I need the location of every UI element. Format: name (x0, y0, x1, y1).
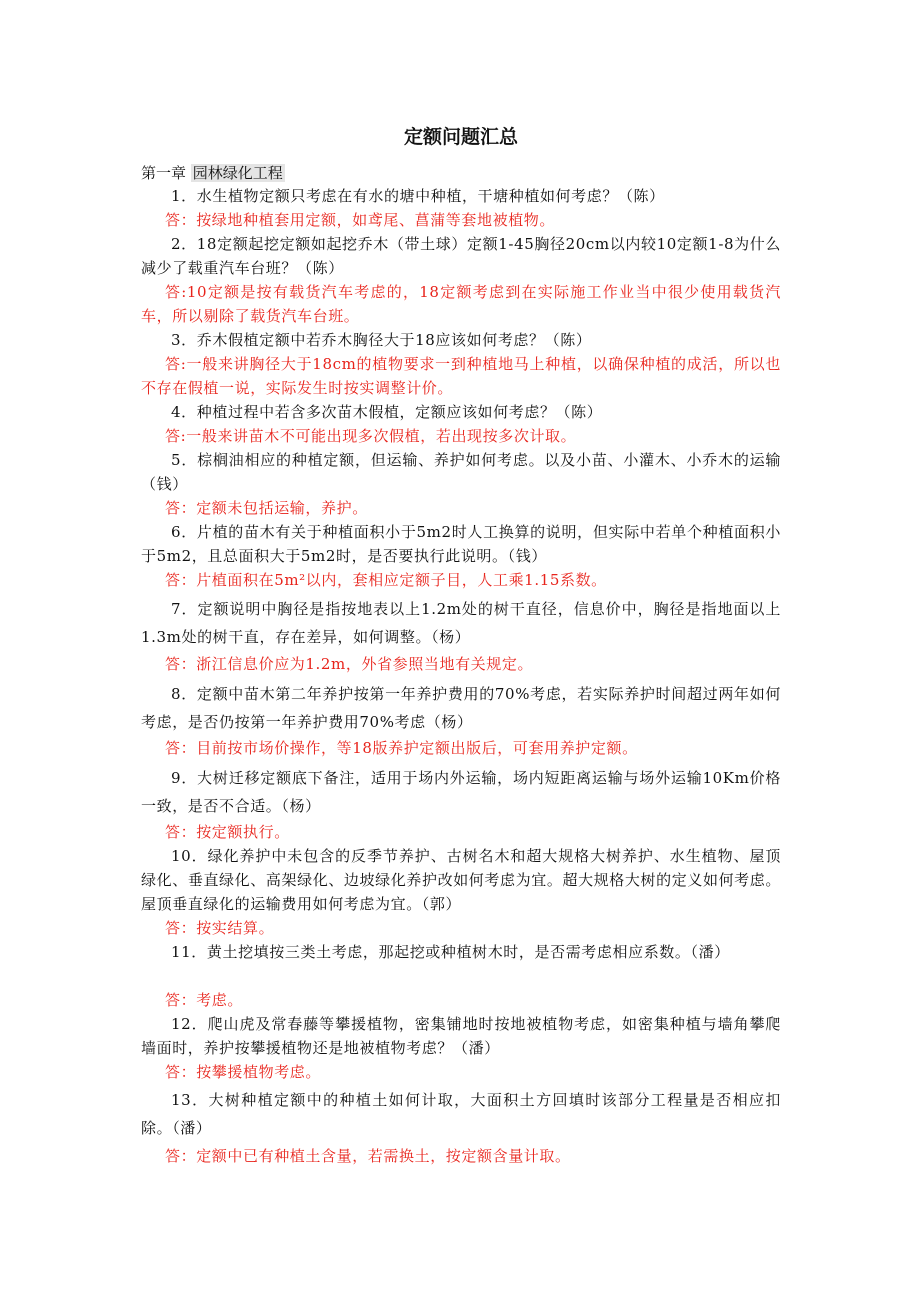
question-3: 3．乔木假植定额中若乔木胸径大于18应该如何考虑？（陈） (171, 331, 592, 349)
question-4: 4．种植过程中若含多次苗木假植，定额应该如何考虑？（陈） (171, 403, 603, 421)
answer-12: 答：按攀援植物考虑。 (165, 1063, 322, 1081)
question-11: 11．黄土挖填按三类土考虑，那起挖或种植树木时，是否需考虑相应系数。（潘） (171, 943, 730, 961)
answer-1: 答：按绿地种植套用定额，如鸢尾、菖蒲等套地被植物。 (165, 211, 556, 229)
answer-8: 答：目前按市场价操作，等18版养护定额出版后，可套用养护定额。 (165, 739, 638, 757)
document-title: 定额问题汇总 (403, 126, 518, 148)
answer-10: 答：按实结算。 (165, 919, 275, 937)
answer-2: 答:10定额是按有载货汽车考虑的，18定额考虑到在实际施工作业当中很少使用载货汽车，所以剔除了载货汽车台班。 (141, 283, 781, 325)
answer-5: 答：定额未包括运输，养护。 (165, 499, 368, 517)
chapter-name: 园林绿化工程 (192, 164, 283, 182)
answer-9: 答：按定额执行。 (165, 823, 290, 841)
answer-4: 答:一般来讲苗木不可能出现多次假植，若出现按多次计取。 (165, 427, 577, 445)
chapter-label: 第一章 (141, 164, 187, 182)
chapter-heading (141, 162, 285, 184)
question-13: 13．大树种植定额中的种植土如何计取，大面积土方回填时该部分工程量是否相应扣除。（潘） (141, 1091, 781, 1137)
question-2: 2．18定额起挖定额如起挖乔木（带土球）定额1-45胸径20cm以内较10定额1-8为什么减少了载重汽车台班？（陈） (141, 235, 781, 277)
answer-7: 答：浙江信息价应为1.2m，外省参照当地有关规定。 (165, 655, 534, 673)
question-5: 5．棕榈油相应的种植定额，但运输、养护如何考虑。以及小苗、小灌木、小乔木的运输（钱） (141, 451, 781, 493)
answer-13: 答：定额中已有种植土含量，若需换土，按定额含量计取。 (165, 1147, 571, 1165)
question-10: 10．绿化养护中未包含的反季节养护、古树名木和超大规格大树养护、水生植物、屋顶绿化、垂直绿化、高架绿化、边坡绿化养护改如何考虑为宜。超大规格大树的定义如何考虑。屋顶垂直绿化的运输费用如何考虑为宜。（郭） (141, 847, 781, 913)
question-9: 9．大树迁移定额底下备注，适用于场内外运输，场内短距离运输与场外运输10Km价格一致，是否不合适。（杨） (141, 769, 781, 815)
question-8: 8．定额中苗木第二年养护按第一年养护费用的70%考虑，若实际养护时间超过两年如何考虑，是否仍按第一年养护费用70%考虑（杨） (141, 685, 781, 731)
question-6: 6．片植的苗木有关于种植面积小于5m2时人工换算的说明，但实际中若单个种植面积小于5m2，且总面积大于5m2时，是否要执行此说明。（钱） (141, 523, 781, 565)
question-1: 1．水生植物定额只考虑在有水的塘中种植，干塘种植如何考虑？（陈） (171, 187, 665, 205)
question-12: 12．爬山虎及常春藤等攀援植物，密集铺地时按地被植物考虑，如密集种植与墙角攀爬墙面时，养护按攀援植物还是地被植物考虑？（潘） (141, 1015, 781, 1057)
answer-3: 答:一般来讲胸径大于18cm的植物要求一到种植地马上种植，以确保种植的成活，所以也不存在假植一说，实际发生时按实调整计价。 (141, 355, 781, 397)
answer-6: 答：片植面积在5m²以内，套相应定额子目，人工乘1.15系数。 (165, 571, 607, 589)
question-7: 7．定额说明中胸径是指按地表以上1.2m处的树干直径，信息价中，胸径是指地面以上1.3m处的树干直，存在差异，如何调整。（杨） (141, 600, 781, 646)
answer-11: 答：考虑。 (165, 991, 244, 1009)
